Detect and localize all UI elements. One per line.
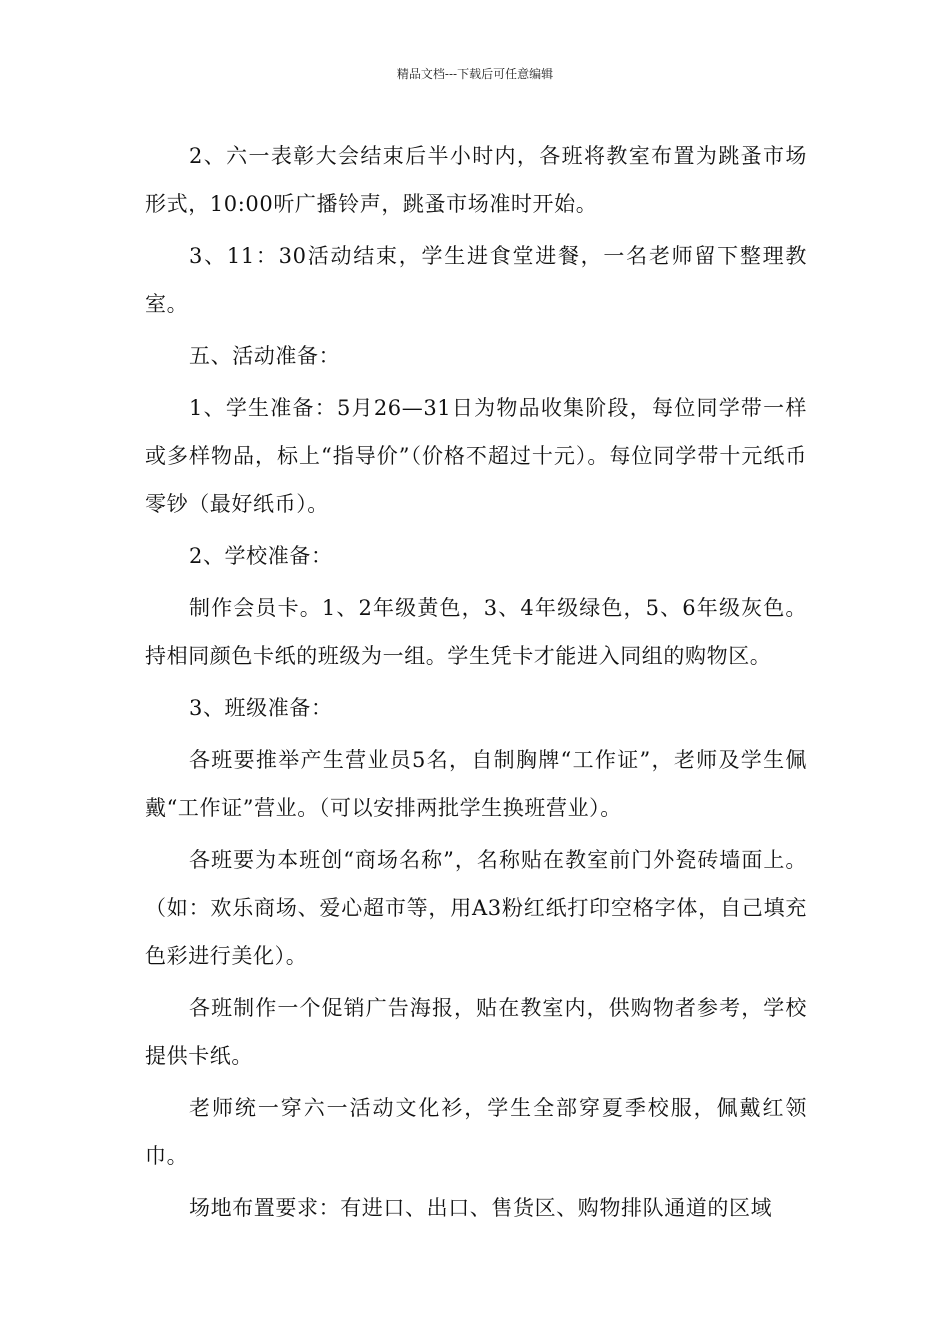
section-heading-activity-prep: 五、活动准备：: [189, 344, 341, 368]
paragraph-dress-code: 老师统一穿六一活动文化衫，学生全部穿夏季校服，佩戴红领巾。: [145, 1096, 807, 1168]
subheading-class-prep: 3、班级准备：: [189, 696, 333, 720]
paragraph-poster: 各班制作一个促销广告海报，贴在教室内，供购物者参考，学校提供卡纸。: [145, 996, 807, 1068]
paragraph-2: 3、11：30活动结束，学生进食堂进餐，一名老师留下整理教室。: [145, 244, 807, 316]
document-body: [145, 132, 807, 1236]
paragraph-member-card: 制作会员卡。1、2年级黄色，3、4年级绿色，5、6年级灰色。持相同颜色卡纸的班级为一组。学生凭卡才能进入同组的购物区。: [145, 596, 807, 668]
subheading-school-prep: 2、学校准备：: [189, 544, 333, 568]
paragraph-1: 2、六一表彰大会结束后半小时内，各班将教室布置为跳蚤市场形式，10:00听广播铃声，跳蚤市场准时开始。: [145, 144, 807, 216]
paragraph-venue-layout: 场地布置要求：有进口、出口、售货区、购物排队通道的区域: [189, 1196, 773, 1220]
paragraph-student-prep: 1、学生准备：5月26—31日为物品收集阶段，每位同学带一样或多样物品，标上“指导价”（价格不超过十元）。每位同学带十元纸币零钞（最好纸币）。: [145, 396, 807, 516]
paragraph-sales-staff: 各班要推举产生营业员5名，自制胸牌“工作证”，老师及学生佩戴“工作证”营业。（可以安排两批学生换班营业）。: [145, 748, 807, 820]
paragraph-store-name: 各班要为本班创“商场名称”，名称贴在教室前门外瓷砖墙面上。（如：欢乐商场、爱心超市等，用A3粉红纸打印空格字体，自己填充色彩进行美化）。: [145, 848, 807, 968]
page-header: 精品文档---下载后可任意编辑: [396, 67, 554, 81]
